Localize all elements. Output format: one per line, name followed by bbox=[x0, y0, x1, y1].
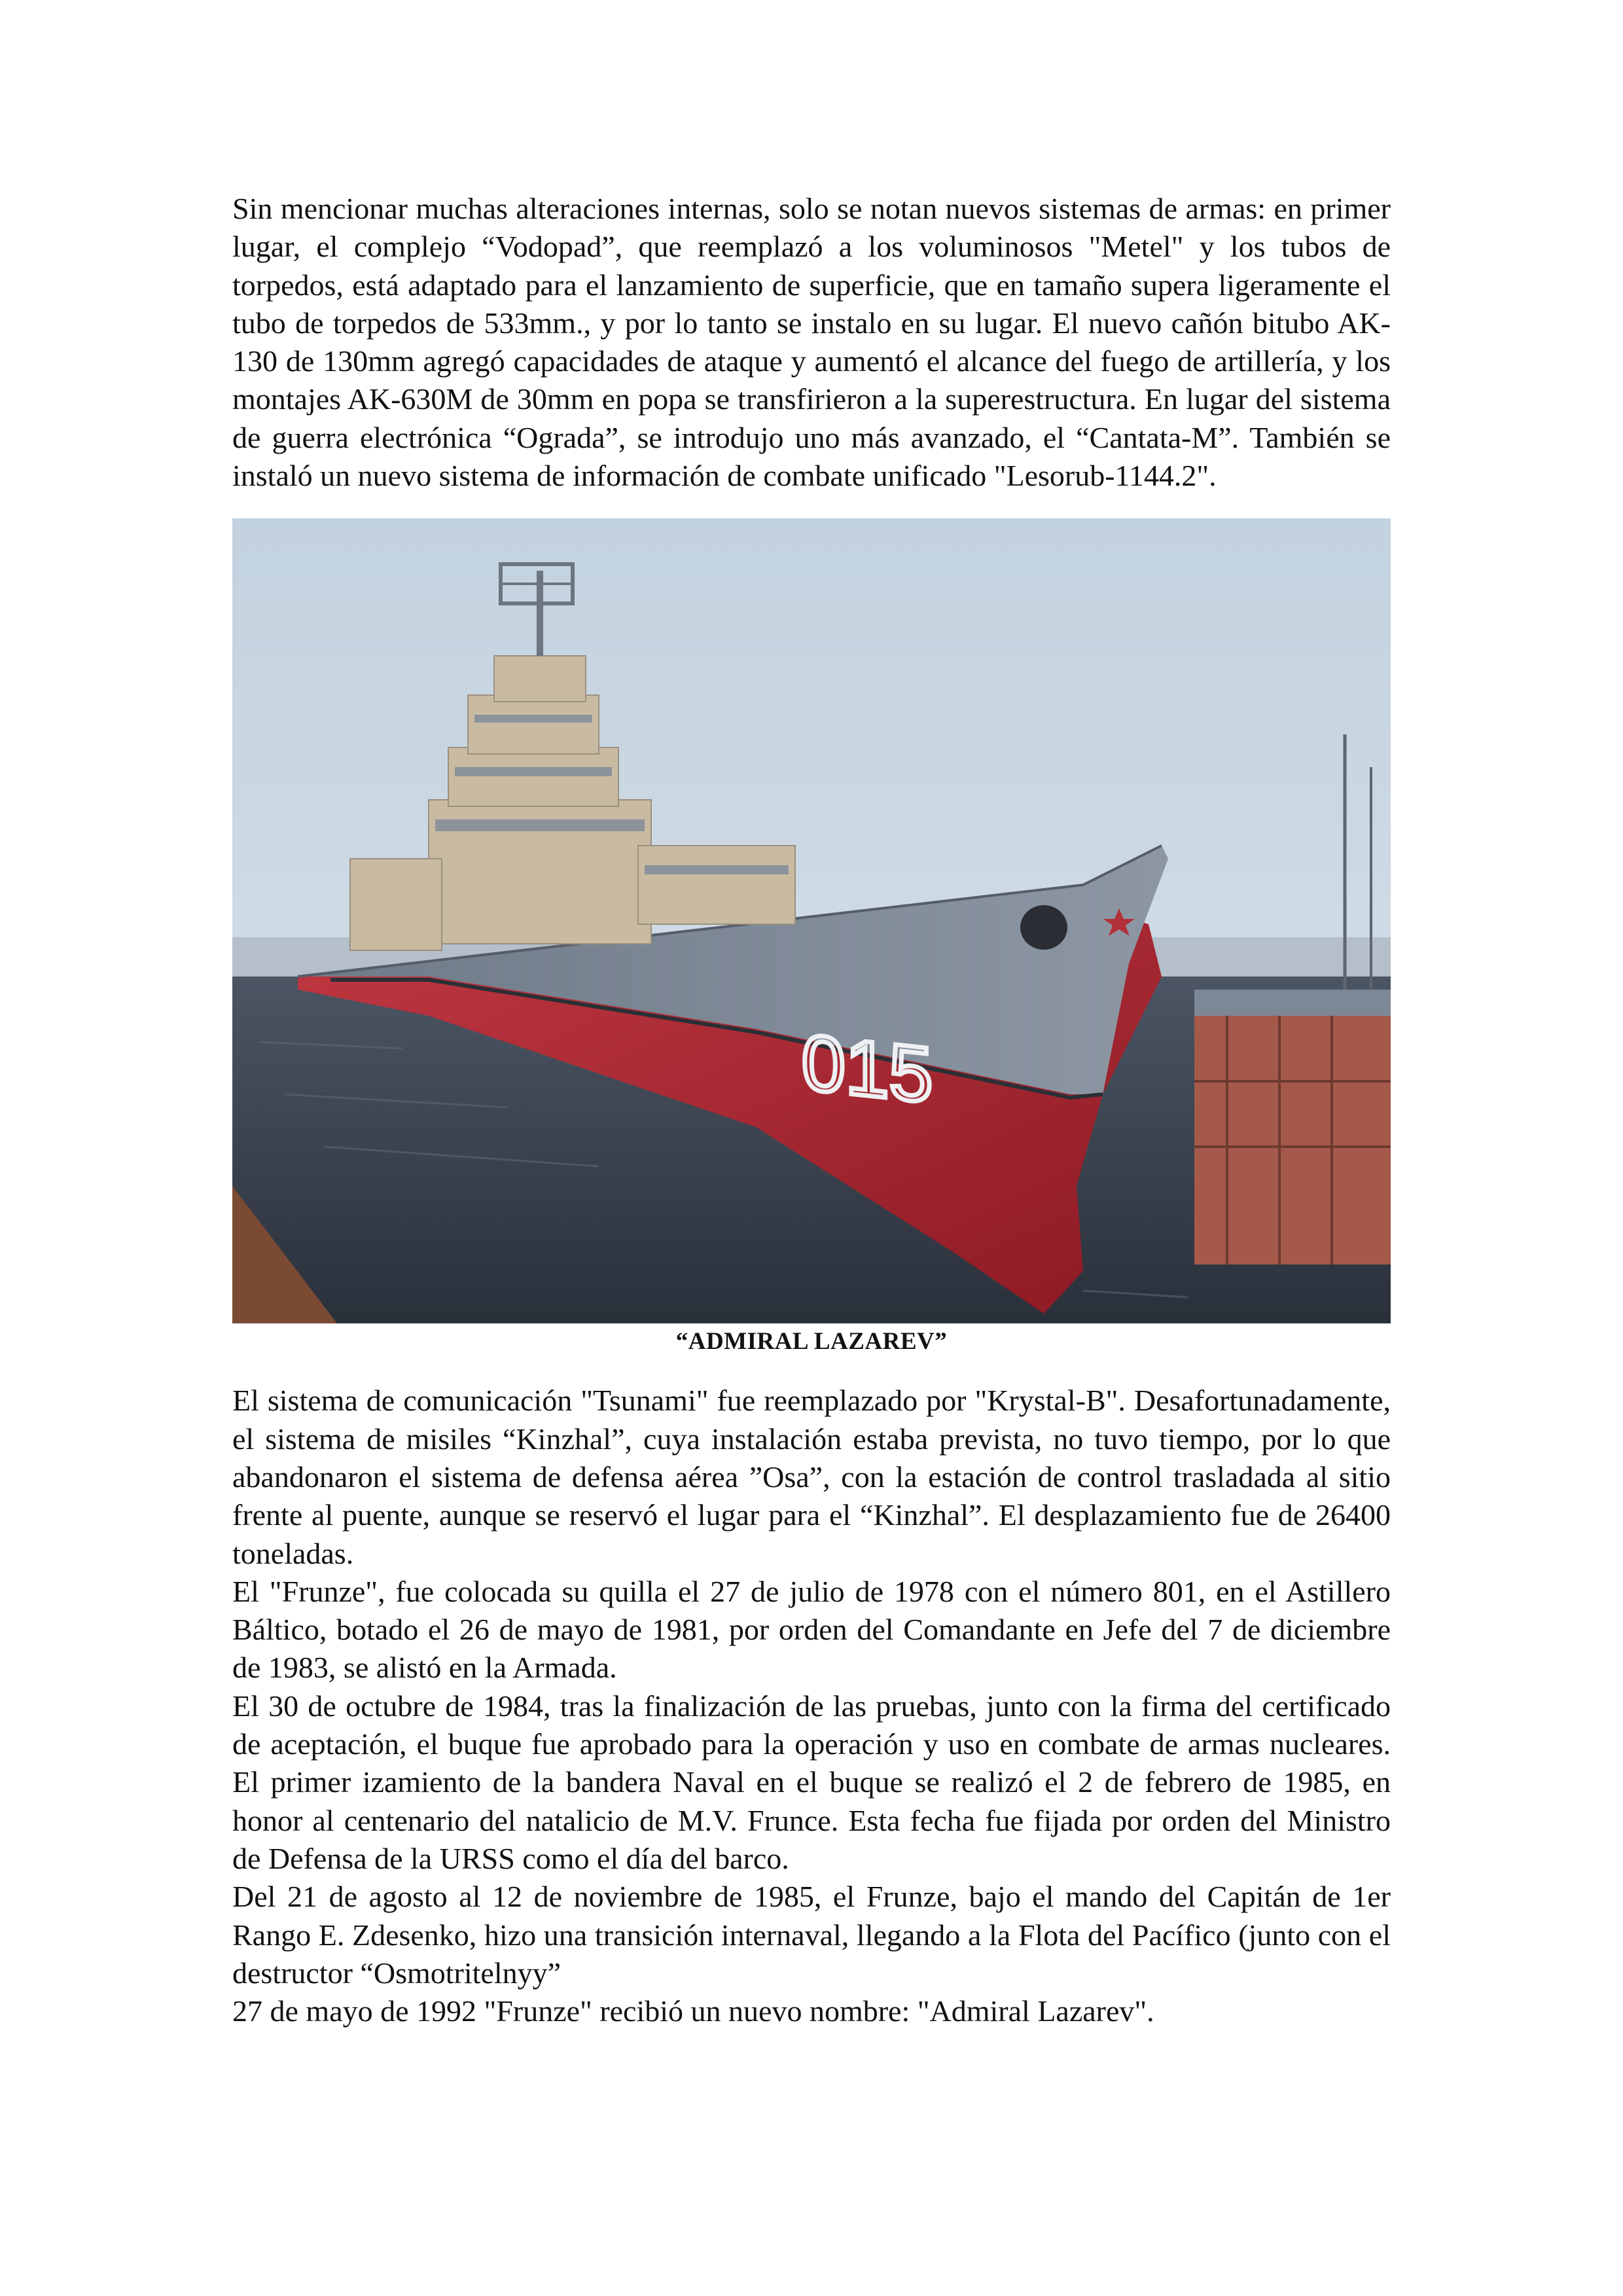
hull-number: 015 bbox=[802, 1018, 933, 1120]
paragraph-acceptance: El 30 de octubre de 1984, tras la finalización de las pruebas, junto con la firma del certificado de aceptación, el buque fue aprobado para la operación y uso en combate de armas nucleares. El primer izamiento de la bandera Naval en el buque se realizó el 2 de febrero de 1985, en honor al centenario del natalicio de M.V. Frunce. Esta fecha fue fijada por orden del Ministro de Defensa de la URSS como el día del barco. bbox=[232, 1689, 1391, 1875]
intro-paragraph: Sin mencionar muchas alteraciones internas, solo se notan nuevos sistemas de armas: en primer lugar, el complejo “Vodopad”, que reemplazó a los voluminosos "Metel" y los tubos de torpedos, está adaptado para el lanzamiento de superficie, que en tamaño supera ligeramente el tubo de torpedos de 533mm., y por lo tanto se instalo en su lugar. El nuevo cañón bitubo AK-130 de 130mm agregó capacidades de ataque y aumentó el alcance del fuego de artillería, y los montajes AK-630M de 30mm en popa se transfirieron a la superestructura. En lugar del sistema de guerra electrónica “Ograda”, se introdujo uno más avanzado, el “Cantata-M”. También se instaló un nuevo sistema de información de combate unificado "Lesorub-1144.2". bbox=[232, 192, 1391, 493]
photo-caption: “ADMIRAL LAZAREV” bbox=[675, 1328, 948, 1355]
ship-photo bbox=[232, 518, 1391, 1323]
document-page bbox=[232, 190, 1391, 2030]
paragraph-frunze-keel: El "Frunze", fue colocada su quilla el 27 de julio de 1978 con el número 801, en el Astillero Báltico, botado el 26 de mayo de 1981, por orden del Comandante en Jefe del 7 de diciembre de 1983, se alistó en la Armada. bbox=[232, 1574, 1391, 1685]
paragraph-transition: Del 21 de agosto al 12 de noviembre de 1985, el Frunze, bajo el mando del Capitán de 1er Rango E. Zdesenko, hizo una transición internaval, llegando a la Flota del Pacífico (junto con el destructor “Osmotritelnyy” bbox=[232, 1880, 1391, 1990]
paragraph-communication: El sistema de comunicación "Tsunami" fue reemplazado por "Krystal-B". Desafortunadamente, el sistema de misiles “Kinzhal”, cuya instalación estaba prevista, no tuvo tiempo, por lo que abandonaron el sistema de defensa aérea ”Osa”, con la estación de control trasladada al sitio frente al puente, aunque se reservó el lugar para el “Kinzhal”. El desplazamiento fue de 26400 toneladas. bbox=[232, 1384, 1391, 1570]
paragraph-renaming: 27 de mayo de 1992 "Frunze" recibió un nuevo nombre: "Admiral Lazarev". bbox=[232, 1994, 1154, 2028]
